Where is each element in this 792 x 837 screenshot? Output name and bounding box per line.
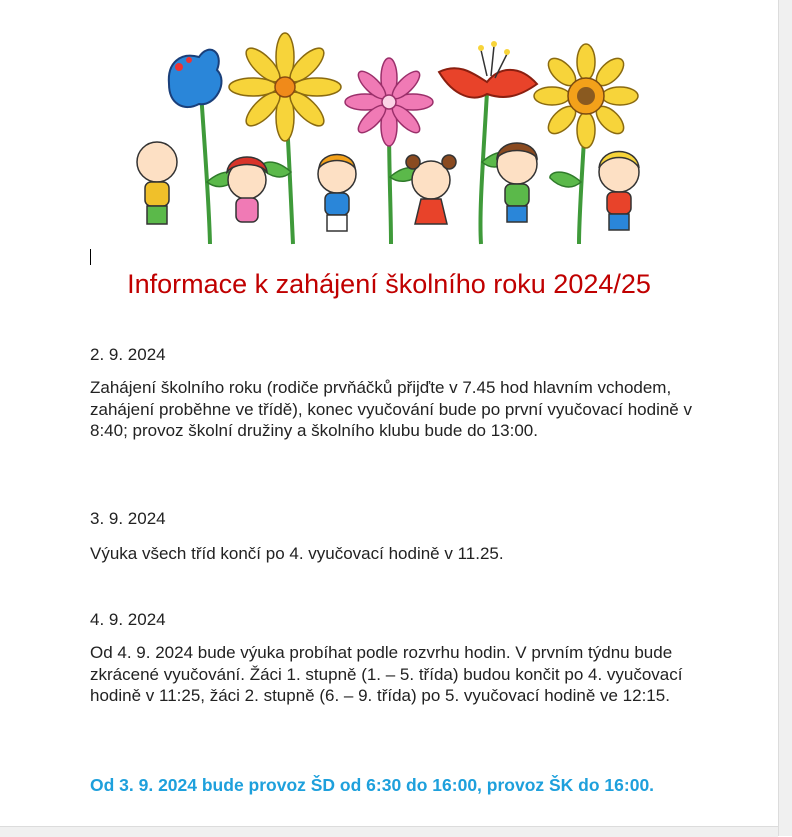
pink-flower-icon [345,58,433,146]
text-cursor [90,249,91,265]
blue-flower-icon [169,50,222,107]
section-text: Výuka všech tříd končí po 4. vyučovací hodině v 11.25. [90,544,504,563]
yellow-daisy-icon [229,33,341,141]
section-date: 4. 9. 2024 [90,610,166,629]
vertical-scrollbar[interactable] [778,0,792,836]
sunflower-icon [534,44,638,148]
red-flower-icon [439,41,537,98]
page-bottom-edge [0,826,778,837]
section-date: 3. 9. 2024 [90,509,166,528]
section-text: Od 4. 9. 2024 bude výuka probíhat podle rozvrhu hodin. V prvním týdnu bude zkrácené vyučování. Žáci 1. stupně (1. – 5. třída) budou končit po 4. vyučovací hodině v 11:25, žáci 2. stupně (6. – 9. třída) po 5. vyučovací hodině ve 12:15. [90,643,683,705]
document-title: Informace k zahájení školního roku 2024/25 [127,269,651,299]
after-school-care-note: Od 3. 9. 2024 bude provoz ŠD od 6:30 do 16:00, provoz ŠK do 16:00. [90,775,655,795]
children-flowers-illustration [89,12,697,264]
section-text: Zahájení školního roku (rodiče prvňáčků přijďte v 7.45 hod hlavním vchodem, zahájení proběhne ve třídě), konec vyučování bude po první vyučovací hodině v 8:40; provoz školní družiny a školního klubu bude do 13:00. [90,378,692,440]
section-date: 2. 9. 2024 [90,345,166,364]
